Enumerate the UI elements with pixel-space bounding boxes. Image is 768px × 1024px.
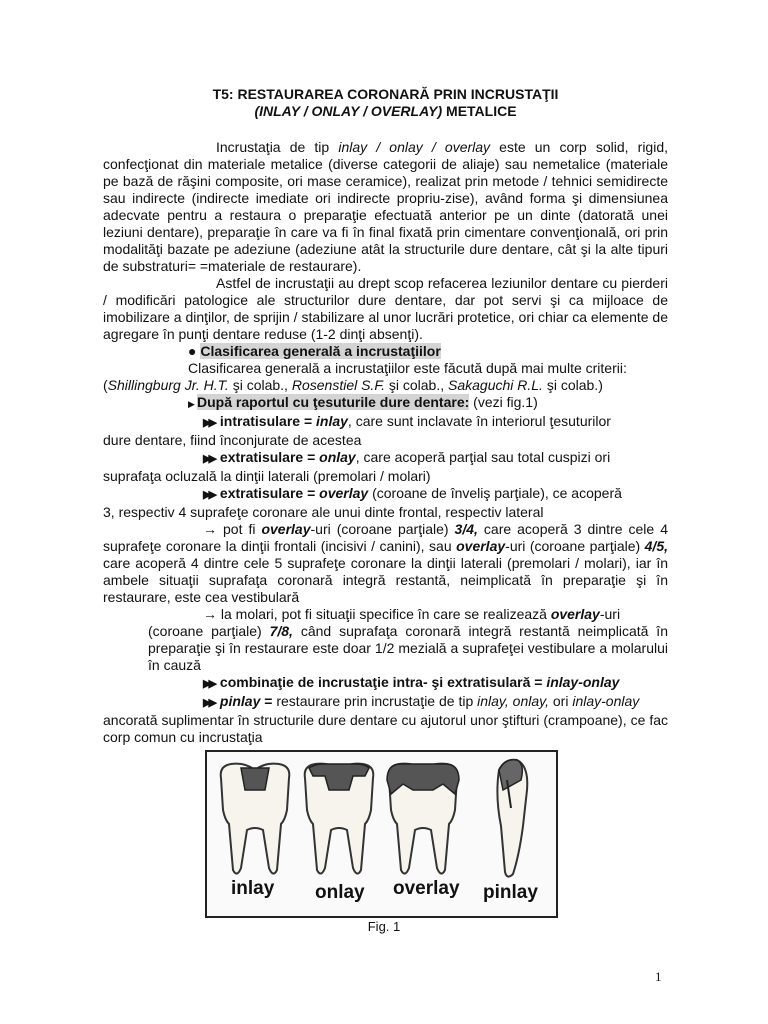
figure-label-onlay: onlay bbox=[315, 882, 365, 903]
document-body bbox=[103, 86, 668, 746]
note1-h: 4/5, bbox=[644, 538, 668, 554]
item-pinlay-continuation: ancorată suplimentar în structurile dure dentare cu ajutorul unor ştifturi (crampoane), ce fac corp comun cu incrustaţia bbox=[103, 712, 668, 745]
ref-sakaguchi: Sakaguchi R.L. bbox=[448, 377, 543, 393]
pinlay-c: ori bbox=[548, 693, 573, 709]
note1-f: overlay bbox=[456, 538, 506, 554]
item-inlay-onlay bbox=[103, 674, 668, 693]
item-inlay-label: intratisulare = bbox=[219, 413, 317, 429]
tooth-inlay bbox=[221, 764, 290, 874]
figure-label-pinlay: pinlay bbox=[483, 882, 538, 903]
double-arrow-icon: ▶▶ bbox=[203, 697, 214, 709]
pinlay-eq: = bbox=[260, 693, 277, 709]
title-line-1: T5: RESTAURAREA CORONARĂ PRIN INCRUSTAŢII bbox=[212, 86, 559, 102]
section-heading bbox=[103, 343, 668, 360]
figure-label-overlay: overlay bbox=[393, 878, 460, 899]
subsection-heading bbox=[103, 394, 668, 413]
double-arrow-icon: ▶▶ bbox=[203, 417, 214, 429]
item-onlay-term: onlay bbox=[319, 449, 356, 465]
title-types: (INLAY / ONLAY / OVERLAY) bbox=[254, 103, 443, 119]
note2-f: când suprafaţa coronară integră restantă neimplicată în preparaţie şi în restaurare este doar 1/2 mezială a suprafeţei vestibulare a molarului în cauză bbox=[148, 623, 668, 673]
para1-text-c: este un corp solid, rigid, confecţionat din materiale metalice (diverse categorii de aliaje) sau nemetalice (materiale pe bază de răşini composite, ori mase ceramice), realizat prin metode / tehnici semidirecte sau indirecte (indirecte imediate ori indirecte propriu-zise), având forma şi dimensiunea adecvate pentru a restaura o preparaţie efectuată anterior pe un dinte (datorată unei leziuni dentare), preparaţie în care va fi în final fixată prin cimentare convenţională, ori prin modalităţi bazate pe adeziune (adeziune atât la structurile dure dentare, cât şi la alte tipuri de substraturi= =materiale de restaurare). bbox=[103, 139, 668, 274]
ref-shillingburg: Shillingburg Jr. H.T. bbox=[107, 377, 229, 393]
item-pinlay bbox=[103, 693, 668, 712]
arrow-right-icon: ▶ bbox=[188, 399, 195, 409]
note1-c: -uri (coroane parţiale) bbox=[310, 521, 455, 537]
item-onlay-continuation: suprafaţa ocluzală la dinţii laterali (premolari / molari) bbox=[103, 468, 431, 484]
note2-b: overlay bbox=[550, 606, 600, 622]
item-overlay-term: overlay bbox=[319, 485, 369, 501]
item-inlay-term: inlay bbox=[316, 413, 348, 429]
title-line-2 bbox=[103, 103, 668, 120]
ref-sep-2: şi colab., bbox=[384, 377, 448, 393]
note1-a: → pot fi bbox=[203, 521, 262, 537]
pinlay-term: pinlay bbox=[219, 693, 261, 709]
pinlay-d: inlay-onlay bbox=[572, 693, 640, 709]
double-arrow-icon: ▶▶ bbox=[203, 489, 214, 501]
note1-i: care acoperă 4 dintre cele 5 suprafeţe coronare la dinţii laterali (premolari / molari), iar în ambele situaţii suprafaţa coronară integră restantă, neimplicată în preparaţie şi în restaurare, este cea vestibulară bbox=[103, 555, 668, 605]
classification-references bbox=[103, 377, 668, 394]
tooth-onlay bbox=[305, 764, 374, 874]
para1-text-a: Incrustaţia de tip bbox=[216, 139, 339, 155]
ref-open: ( bbox=[103, 377, 108, 393]
ref-rosenstiel: Rosenstiel S.F. bbox=[291, 377, 385, 393]
combo-label: combinaţie de incrustaţie intra- şi extratisulară = bbox=[219, 674, 547, 690]
double-arrow-icon: ▶▶ bbox=[203, 453, 214, 465]
item-inlay bbox=[103, 413, 668, 432]
paragraph-purpose: Astfel de incrustaţii au drept scop refacerea leziunilor dentare cu pierderi / modificări patologice ale structurilor dure dentare, dar pot servi şi ca mijloace de imobilizare a dinţilor, de sprijin / stabilizare al unor lucrări protetice, ori chiar ca elemente de agregare în punţi dentare reduse (1-2 dinţi absenţi). bbox=[103, 275, 668, 342]
note1-d: 3/4, bbox=[454, 521, 478, 537]
combo-term: inlay-onlay bbox=[546, 674, 620, 690]
item-overlay-text: (coroane de înveliş parţiale), ce acoperă bbox=[368, 485, 622, 501]
item-onlay-text: , care acoperă parţial sau total cuspizi ori bbox=[355, 449, 611, 465]
item-overlay-label: extratisulare = bbox=[219, 485, 320, 501]
note2-d: (coroane parţiale) bbox=[148, 623, 270, 639]
para1-types: inlay / onlay / overlay bbox=[338, 139, 491, 155]
pinlay-a: restaurare prin incrustaţie de tip bbox=[276, 693, 478, 709]
paragraph-definition bbox=[103, 139, 668, 275]
note2-c: -uri bbox=[599, 606, 621, 622]
note1-b: overlay bbox=[261, 521, 311, 537]
note1-g: -uri (coroane parţiale) bbox=[505, 538, 645, 554]
item-inlay-continuation: dure dentare, fiind înconjurate de acestea bbox=[103, 432, 362, 448]
classification-intro: Clasificarea generală a incrustaţiilor este făcută după mai multe criterii: bbox=[188, 360, 627, 376]
title-suffix: METALICE bbox=[442, 103, 517, 119]
double-arrow-icon: ▶▶ bbox=[203, 678, 214, 690]
note-molars-rest bbox=[103, 623, 668, 674]
pinlay-b: inlay, onlay, bbox=[477, 693, 549, 709]
tooth-pinlay bbox=[497, 760, 527, 877]
tooth-overlay bbox=[387, 764, 459, 874]
item-inlay-text: , care sunt inclavate în interiorul ţesuturilor bbox=[347, 413, 611, 429]
note1-e: care acoperă 3 dintre cele 4 suprafeţe coronare la dinţii frontali (incisivi / canini), sau bbox=[103, 521, 668, 554]
figure-teeth-illustration bbox=[205, 750, 558, 918]
bullet-icon: ● bbox=[188, 343, 197, 359]
figure-caption: Fig. 1 bbox=[367, 919, 401, 934]
subsection-heading-note: (vezi fig.1) bbox=[469, 394, 538, 410]
subsection-heading-text: După raportul cu ţesuturile dure dentare: bbox=[197, 394, 470, 410]
item-overlay bbox=[103, 485, 668, 504]
note-molars-line1 bbox=[103, 606, 668, 623]
item-onlay bbox=[103, 449, 668, 468]
ref-close: şi colab.) bbox=[542, 377, 603, 393]
ref-sep-1: şi colab., bbox=[228, 377, 292, 393]
item-overlay-continuation: 3, respectiv 4 suprafeţe coronare ale unui dinte frontal, respectiv lateral bbox=[103, 504, 544, 520]
note-overlay-fractions bbox=[103, 521, 668, 606]
item-onlay-label: extratisulare = bbox=[219, 449, 320, 465]
section-heading-text: Clasificarea generală a incrustaţiilor bbox=[200, 343, 441, 359]
note2-a: → la molari, pot fi situaţii specifice în care se realizează bbox=[203, 606, 551, 622]
page-number: 1 bbox=[655, 969, 662, 984]
note2-e: 7/8, bbox=[269, 623, 293, 639]
figure-label-inlay: inlay bbox=[231, 878, 275, 899]
